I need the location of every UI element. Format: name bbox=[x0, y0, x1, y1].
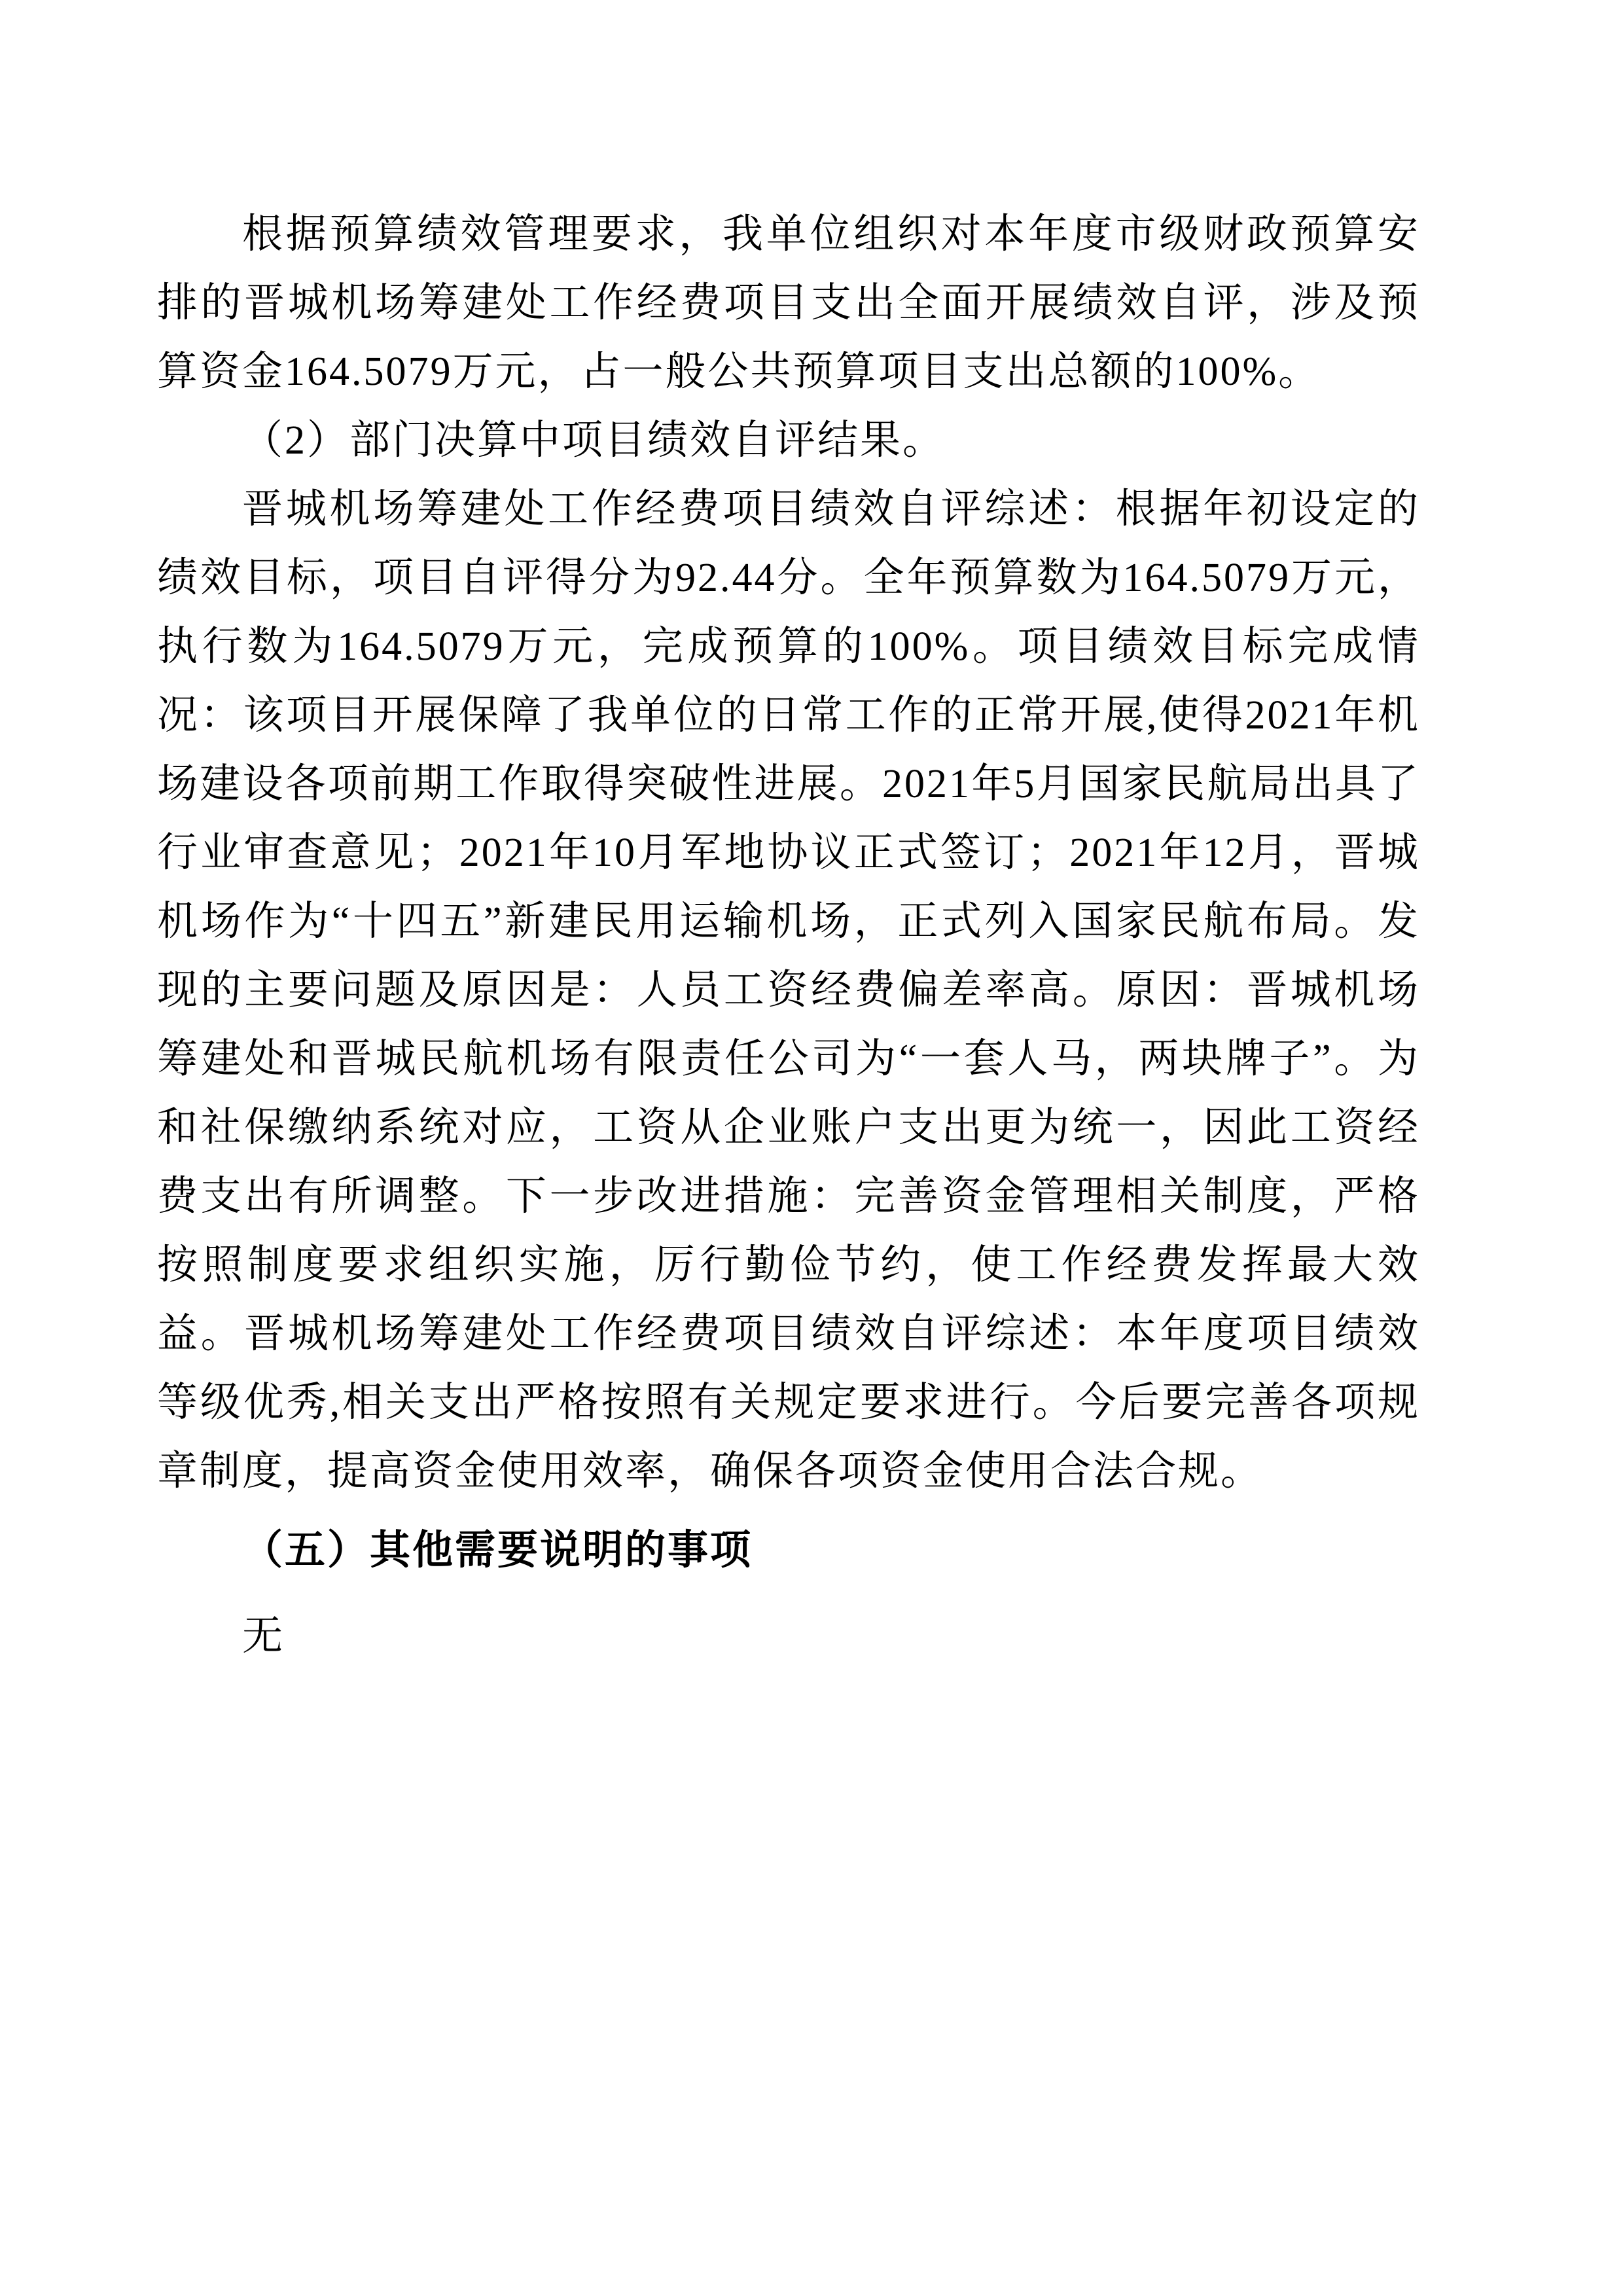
paragraph-performance-self-evaluation-intro: 根据预算绩效管理要求，我单位组织对本年度市级财政预算安排的晋城机场筹建处工作经费项目支出全面开展绩效自评，涉及预算资金164.5079万元，占一般公共预算项目支出总额的100%。 bbox=[157, 212, 1420, 394]
document-body bbox=[157, 200, 1420, 1671]
section-heading-other-matters: （五）其他需要说明的事项 bbox=[242, 1528, 753, 1573]
paragraph-subitem-2-label: （2）部门决算中项目绩效自评结果。 bbox=[242, 418, 946, 463]
paragraph-project-self-evaluation-summary: 晋城机场筹建处工作经费项目绩效自评综述：根据年初设定的绩效目标，项目自评得分为92.44分。全年预算数为164.5079万元，执行数为164.5079万元，完成预算的100%。项目绩效目标完成情况：该项目开展保障了我单位的日常工作的正常开展,使得2021年机场建设各项前期工作取得突破性进展。2021年5月国家民航局出具了行业审查意见；2021年10月军地协议正式签订；2021年12月，晋城机场作为“十四五”新建民用运输机场，正式列入国家民航布局。发现的主要问题及原因是：人员工资经费偏差率高。原因：晋城机场筹建处和晋城民航机场有限责任公司为“一套人马，两块牌子”。为和社保缴纳系统对应，工资从企业账户支出更为统一，因此工资经费支出有所调整。下一步改进措施：完善资金管理相关制度，严格按照制度要求组织实施，厉行勤俭节约，使工作经费发挥最大效益。晋城机场筹建处工作经费项目绩效自评综述：本年度项目绩效等级优秀,相关支出严格按照有关规定要求进行。今后要完善各项规章制度，提高资金使用效率，确保各项资金使用合法合规。 bbox=[157, 487, 1420, 1494]
paragraph-none: 无 bbox=[242, 1614, 285, 1659]
